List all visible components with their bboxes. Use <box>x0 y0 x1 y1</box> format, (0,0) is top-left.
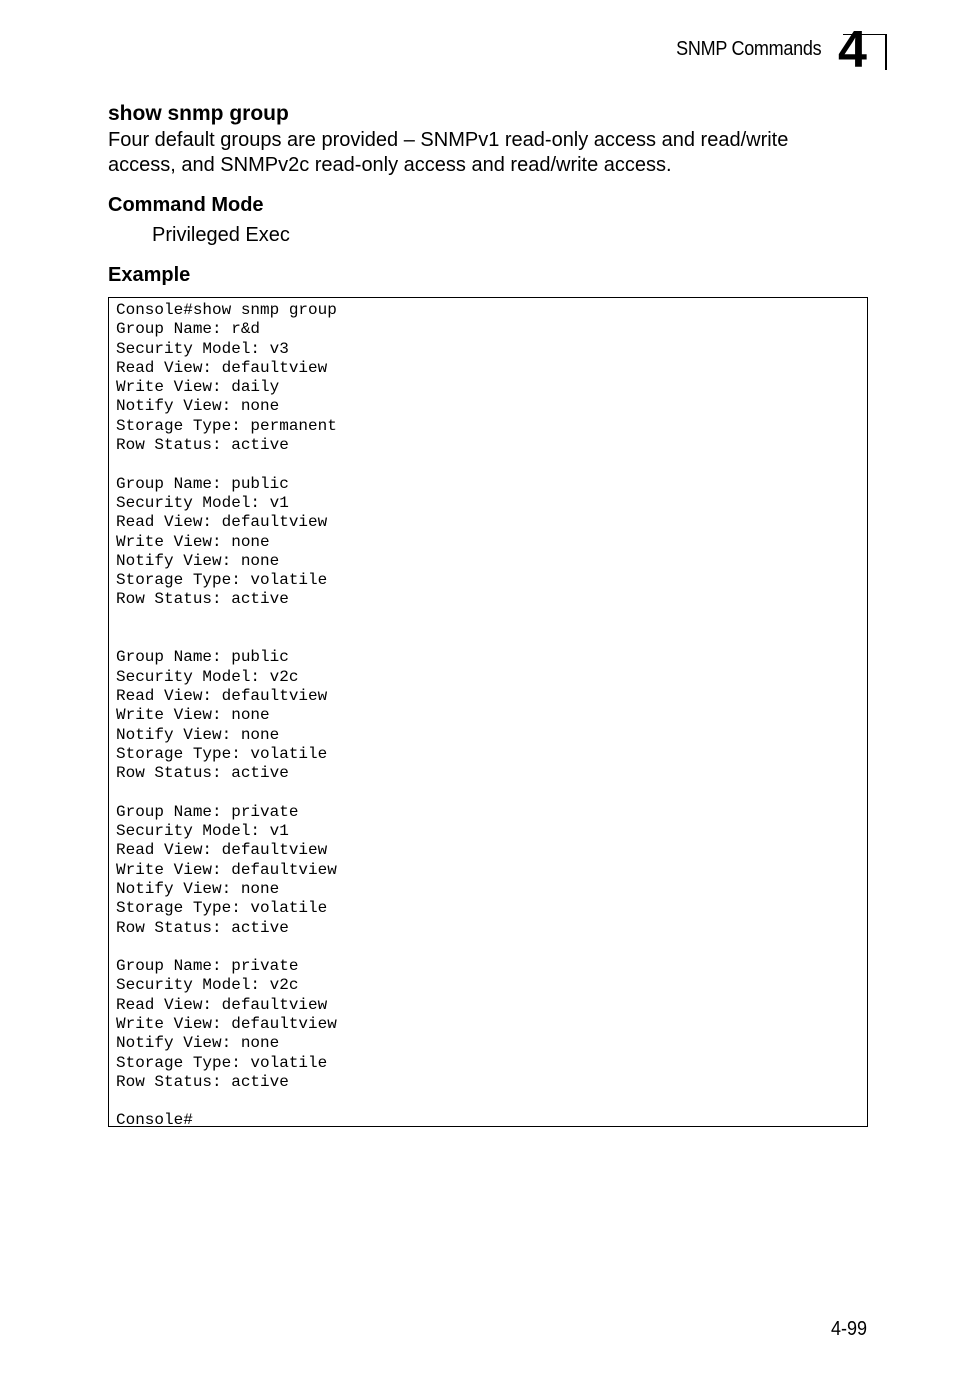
page-number: 4-99 <box>830 1318 867 1340</box>
code-line: Storage Type: volatile <box>116 571 328 590</box>
code-line: Row Status: active <box>116 1072 289 1091</box>
code-line: Row Status: active <box>116 436 289 455</box>
code-line: Read View: defaultview <box>116 995 328 1014</box>
command-description: Four default groups are provided – SNMPv1 read-only access and read/write access, and SNMPv2c read-only access and read/write access. <box>108 129 789 176</box>
code-line: Notify View: none <box>116 879 280 898</box>
code-line: Read View: defaultview <box>116 358 328 377</box>
code-line: Console# <box>116 1111 193 1130</box>
code-line <box>116 629 867 648</box>
code-line: Write View: daily <box>116 378 280 397</box>
code-line: Row Status: active <box>116 918 289 937</box>
code-line: Read View: defaultview <box>116 513 328 532</box>
code-line: Write View: none <box>116 532 270 551</box>
code-line: Security Model: v1 <box>116 493 289 512</box>
command-mode-heading: Command Mode <box>108 194 264 216</box>
code-line: Security Model: v3 <box>116 339 289 358</box>
section-title: SNMP Commands <box>675 38 821 60</box>
code-line: Read View: defaultview <box>116 841 328 860</box>
code-line: Console#show snmp group <box>116 301 337 319</box>
code-line: Storage Type: permanent <box>116 416 337 435</box>
code-line: Row Status: active <box>116 590 289 609</box>
code-line: Write View: defaultview <box>116 1014 337 1033</box>
command-title: show snmp group <box>108 102 289 125</box>
code-line: Storage Type: volatile <box>116 899 328 918</box>
code-line: Group Name: private <box>116 957 299 976</box>
code-line: Notify View: none <box>116 725 280 744</box>
code-line <box>116 610 867 629</box>
example-code-block <box>108 297 868 1130</box>
code-line <box>116 783 867 802</box>
code-line: Storage Type: volatile <box>116 1053 328 1072</box>
code-line: Security Model: v1 <box>116 822 289 841</box>
code-line: Notify View: none <box>116 1034 280 1053</box>
code-line: Write View: none <box>116 706 270 725</box>
code-line: Group Name: r&d <box>116 320 261 339</box>
code-line: Notify View: none <box>116 551 280 570</box>
code-line <box>116 938 867 957</box>
code-line: Group Name: public <box>116 648 289 667</box>
code-line <box>116 1092 867 1111</box>
code-line: Security Model: v2c <box>116 667 299 686</box>
code-line: Group Name: private <box>116 802 299 821</box>
code-line: Row Status: active <box>116 764 289 783</box>
example-heading: Example <box>108 264 191 286</box>
code-line: Group Name: public <box>116 474 289 493</box>
code-line: Read View: defaultview <box>116 686 328 705</box>
code-line: Write View: defaultview <box>116 860 337 879</box>
code-line: Notify View: none <box>116 397 280 416</box>
code-line: Storage Type: volatile <box>116 744 328 763</box>
chapter-number: 4 <box>838 21 867 79</box>
command-mode-value: Privileged Exec <box>152 224 290 246</box>
code-line: Security Model: v2c <box>116 976 299 995</box>
code-line <box>116 455 867 474</box>
